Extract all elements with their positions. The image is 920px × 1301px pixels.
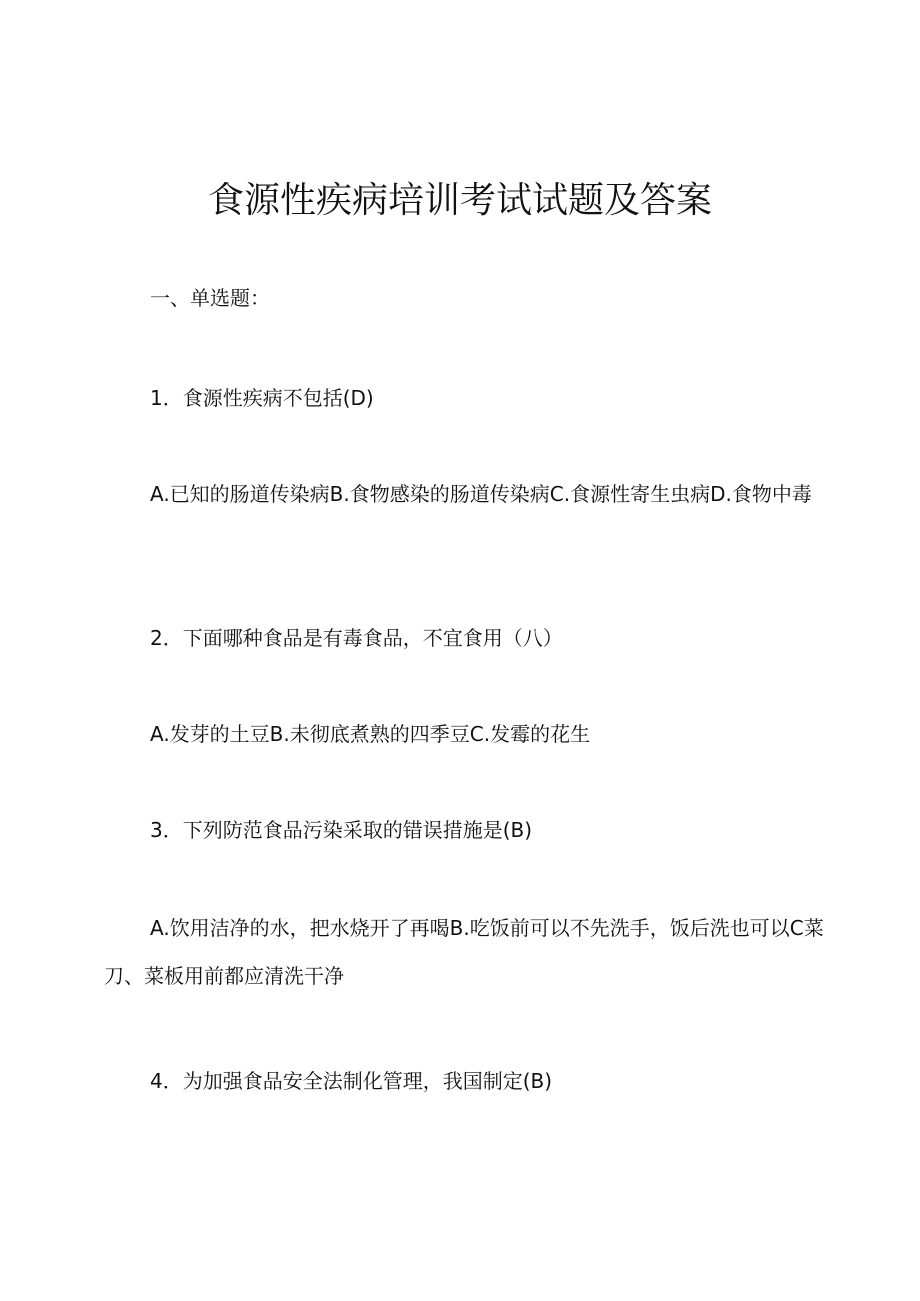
question-2-stem: 2．下面哪种食品是有毒食品，不宜食用（八）	[150, 626, 563, 650]
question-2-options: A.发芽的土豆B.未彻底煮熟的四季豆C.发霉的花生	[150, 722, 591, 746]
question-1-stem: 1．食源性疾病不包括(D)	[150, 386, 374, 410]
question-3-stem: 3．下列防范食品污染采取的错误措施是(B)	[150, 818, 533, 842]
question-3-options: A.饮用洁净的水，把水烧开了再喝B.吃饭前可以不先洗手，饭后洗也可以C菜刀、菜板用前都应清洗干净	[104, 916, 824, 988]
section-heading: 一、单选题：	[150, 286, 270, 310]
question-4-stem: 4．为加强食品安全法制化管理，我国制定(B)	[150, 1069, 553, 1093]
document-title: 食源性疾病培训考试试题及答案	[207, 180, 712, 221]
question-1-options: A.已知的肠道传染病B.食物感染的肠道传染病C.食源性寄生虫病D.食物中毒	[150, 482, 812, 506]
